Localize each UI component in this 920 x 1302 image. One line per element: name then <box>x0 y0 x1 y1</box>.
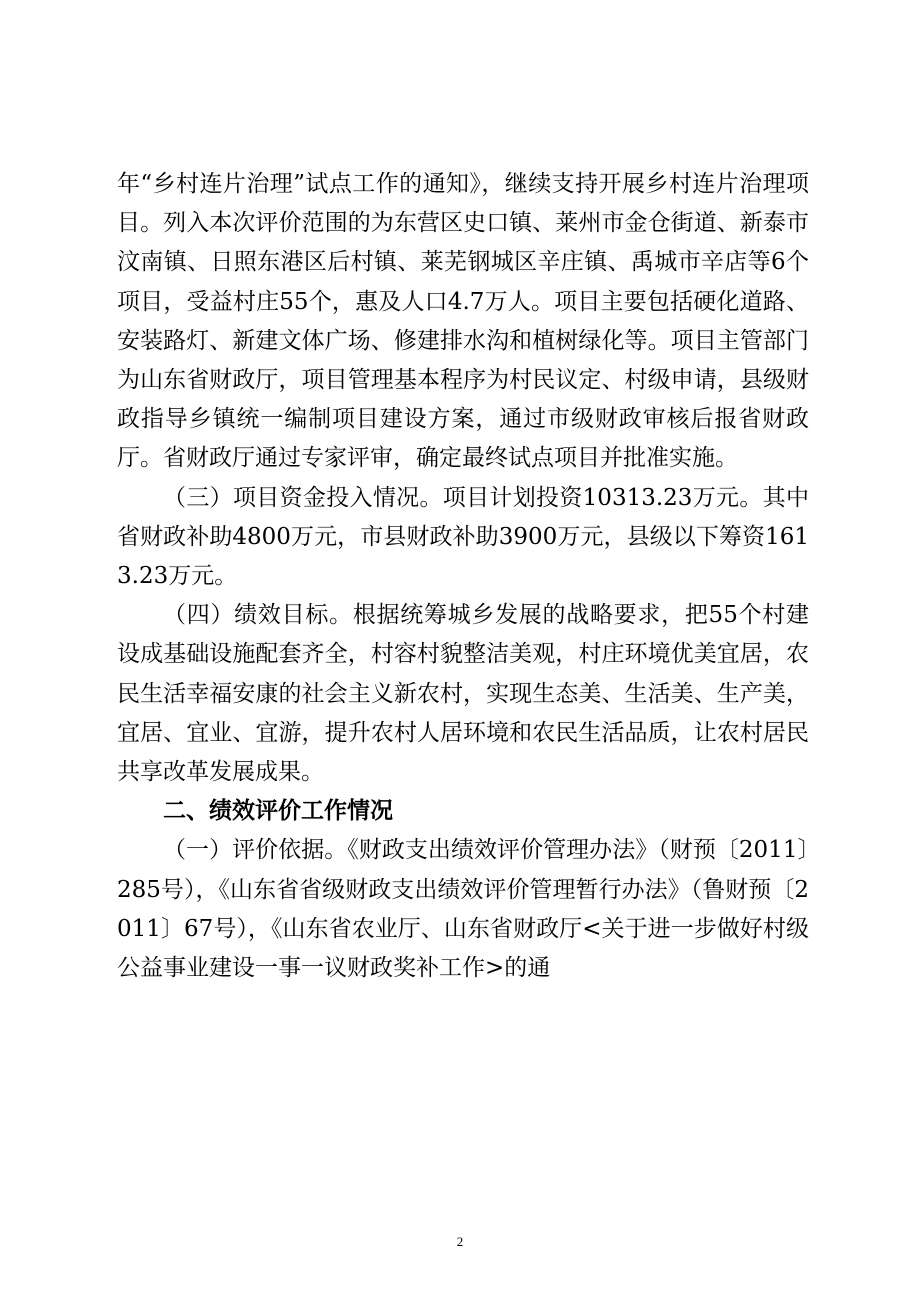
page-number: 2 <box>456 1234 464 1249</box>
document-body <box>117 165 809 988</box>
section-heading: 二、绩效评价工作情况 <box>163 798 393 825</box>
paragraph-funding: （三）项目资金投入情况。项目计划投资10313.23万元。其中省财政补助4800万元，市县财政补助3900万元，县级以下筹资1613.23万元。 <box>117 484 809 590</box>
paragraph-continuation: 年“乡村连片治理”试点工作的通知》，继续支持开展乡村连片治理项目。列入本次评价范围的为东营区史口镇、莱州市金仓街道、新泰市汶南镇、日照东港区后村镇、莱芜钢城区辛庄镇、禹城市辛店等6个项目，受益村庄55个，惠及人口4.7万人。项目主要包括硬化道路、安装路灯、新建文体广场、修建排水沟和植树绿化等。项目主管部门为山东省财政厅，项目管理基本程序为村民议定、村级申请，县级财政指导乡镇统一编制项目建设方案，通过市级财政审核后报省财政厅。省财政厅通过专家评审，确定最终试点项目并批准实施。 <box>117 171 809 472</box>
paragraph-evaluation-basis: （一）评价依据。《财政支出绩效评价管理办法》（财预〔2011〕285号），《山东省省级财政支出绩效评价管理暂行办法》（鲁财预〔2011〕67号），《山东省农业厅、山东省财政厅<关于进一步做好村级公益事业建设一事一议财政奖补工作>的通 <box>117 837 809 982</box>
paragraph-goals: （四）绩效目标。根据统筹城乡发展的战略要求，把55个村建设成基础设施配套齐全，村容村貌整洁美观，村庄环境优美宜居，农民生活幸福安康的社会主义新农村，实现生态美、生活美、生产美，宜居、宜业、宜游，提升农村人居环境和农民生活品质，让农村居民共享改革发展成果。 <box>117 602 809 786</box>
